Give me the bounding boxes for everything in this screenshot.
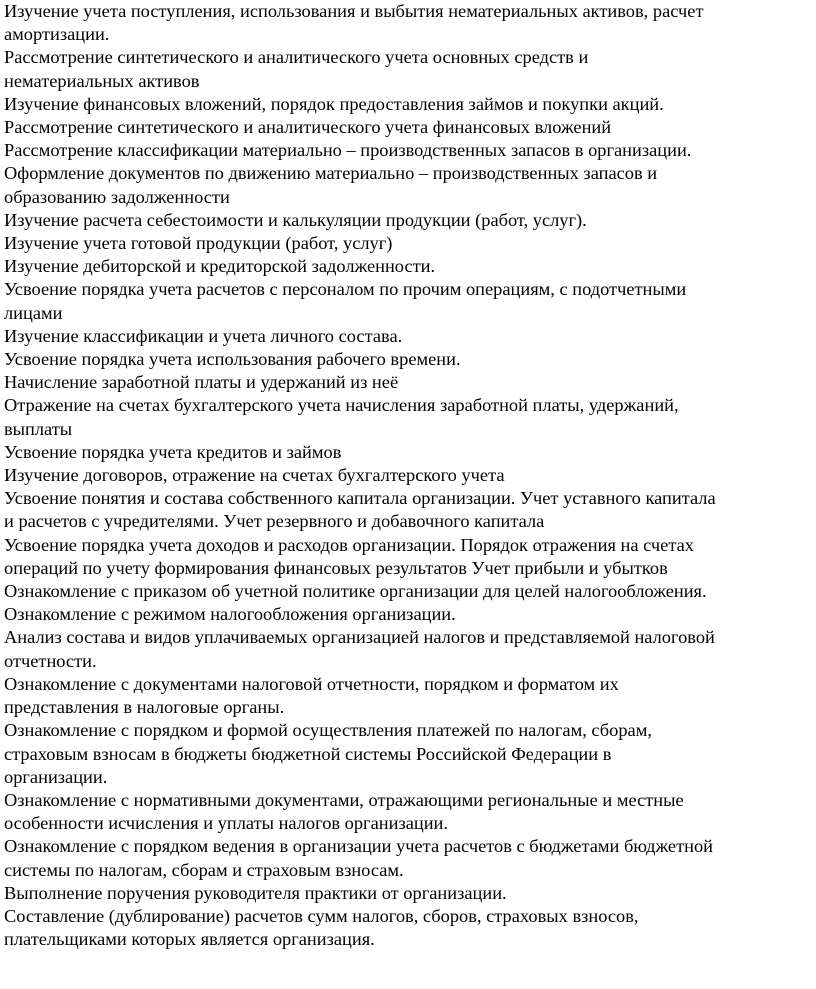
task-line: Составление (дублирование) расчетов сумм налогов, сборов, страховых взносов, [4, 905, 639, 926]
task-line: Изучение учета поступления, использования и выбытия нематериальных активов, расчет [4, 1, 704, 21]
task-line: Отражение на счетах бухгалтерского учета начисления заработной платы, удержаний, [4, 395, 679, 416]
task-line: операций по учету формирования финансовых результатов Учет прибыли и убытков [4, 557, 668, 578]
task-line: организации. [4, 766, 108, 787]
task-line: амортизации. [4, 24, 110, 45]
task-line: Ознакомление с приказом об учетной политике организации для целей налогообложения. [4, 581, 707, 602]
task-item [4, 719, 816, 789]
task-line: Изучение классификации и учета личного состава. [4, 325, 403, 346]
task-line: Ознакомление с порядком и формой осуществления платежей по налогам, сборам, [4, 720, 652, 741]
task-item [4, 464, 816, 487]
task-line: системы по налогам, сборам и страховым взносам. [4, 859, 404, 880]
task-line: отчетности. [4, 650, 97, 671]
task-line: Изучение дебиторской и кредиторской задолженности. [4, 256, 436, 277]
task-item [4, 139, 816, 162]
task-item [4, 255, 816, 278]
task-line: Усвоение порядка учета доходов и расходов организации. Порядок отражения на счетах [4, 534, 694, 555]
task-item [4, 882, 816, 905]
task-line: представления в налоговые органы. [4, 697, 285, 718]
task-line: Ознакомление с документами налоговой отчетности, порядком и форматом их [4, 673, 619, 694]
task-item [4, 162, 816, 208]
task-line: Усвоение порядка учета кредитов и займов [4, 441, 342, 462]
task-line: Начисление заработной платы и удержаний из неё [4, 372, 399, 393]
task-item [4, 46, 816, 92]
task-line: Ознакомление с режимом налогообложения организации. [4, 604, 456, 625]
task-line: образованию задолженности [4, 186, 230, 207]
task-line: Ознакомление с нормативными документами, отражающими региональные и местные [4, 789, 684, 810]
task-item [4, 0, 816, 46]
task-item [4, 371, 816, 394]
task-item [4, 441, 816, 464]
task-item [4, 789, 816, 835]
task-line: Оформление документов по движению материально – производственных запасов и [4, 163, 658, 184]
task-item [4, 487, 816, 533]
task-line: Усвоение порядка учета использования рабочего времени. [4, 349, 461, 370]
task-item [4, 626, 816, 672]
task-item [4, 580, 816, 603]
task-item [4, 116, 816, 139]
task-line: особенности исчисления и уплаты налогов организации. [4, 813, 448, 834]
task-line: и расчетов с учредителями. Учет резервного и добавочного капитала [4, 511, 545, 532]
task-line: Рассмотрение синтетического и аналитического учета финансовых вложений [4, 117, 612, 138]
task-line: выплаты [4, 418, 73, 439]
task-line: Изучение расчета себестоимости и калькуляции продукции (работ, услуг). [4, 209, 587, 230]
task-item [4, 905, 816, 951]
task-item [4, 232, 816, 255]
task-item [4, 673, 816, 719]
task-line: Усвоение понятия и состава собственного капитала организации. Учет уставного капитала [4, 488, 716, 509]
task-line: Анализ состава и видов уплачиваемых организацией налогов и представляемой налоговой [4, 627, 715, 648]
task-line: Изучение учета готовой продукции (работ, услуг) [4, 233, 393, 254]
task-item [4, 603, 816, 626]
task-item [4, 93, 816, 116]
task-item [4, 325, 816, 348]
task-line: Рассмотрение синтетического и аналитического учета основных средств и [4, 47, 589, 68]
task-line: Рассмотрение классификации материально – производственных запасов в организации. [4, 140, 692, 161]
task-item [4, 835, 816, 881]
task-line: Усвоение порядка учета расчетов с персоналом по прочим операциям, с подотчетными [4, 279, 687, 300]
task-line: лицами [4, 302, 63, 323]
task-line: страховым взносам в бюджеты бюджетной системы Российской Федерации в [4, 743, 612, 764]
task-item [4, 348, 816, 371]
task-item [4, 209, 816, 232]
task-item [4, 278, 816, 324]
task-line: Выполнение поручения руководителя практики от организации. [4, 882, 507, 903]
task-item [4, 394, 816, 440]
task-line: Ознакомление с порядком ведения в организации учета расчетов с бюджетами бюджетной [4, 836, 714, 857]
task-line: Изучение финансовых вложений, порядок предоставления займов и покупки акций. [4, 93, 664, 114]
task-item [4, 534, 816, 580]
task-line: плательщиками которых является организация. [4, 929, 375, 950]
task-line: Изучение договоров, отражение на счетах бухгалтерского учета [4, 465, 505, 486]
task-line: нематериальных активов [4, 70, 200, 91]
